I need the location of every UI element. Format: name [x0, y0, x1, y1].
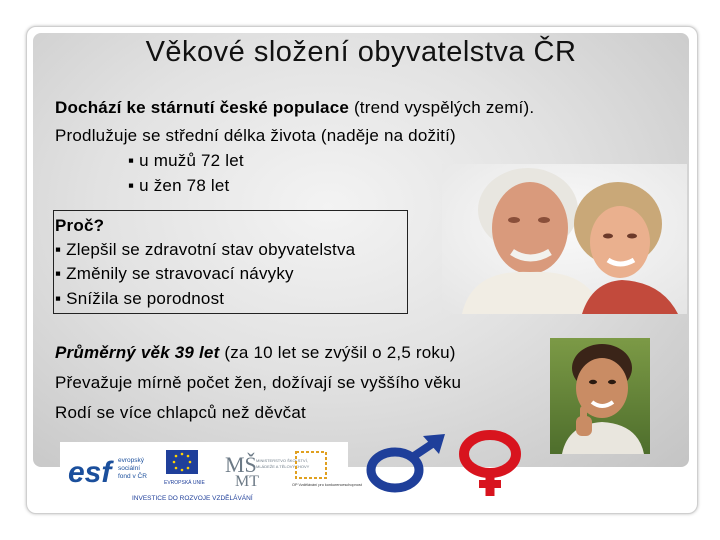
- intro-line-1-bold: Dochází ke stárnutí české populace: [55, 98, 350, 117]
- svg-text:MINISTERSTVO ŠKOLSTVÍ,: MINISTERSTVO ŠKOLSTVÍ,: [256, 458, 308, 463]
- facts-line-1-bold: Průměrný věk 39 let: [55, 343, 220, 362]
- bullet-women: ▪ u žen 78 let: [128, 176, 230, 195]
- svg-text:EVROPSKÁ UNIE: EVROPSKÁ UNIE: [164, 480, 205, 486]
- why-heading: Proč?: [55, 216, 105, 235]
- svg-text:OP Vzdělávání pro konkurencesc: OP Vzdělávání pro konkurenceschopnost: [292, 483, 362, 487]
- facts-line-1: [55, 343, 456, 363]
- svg-text:sociální: sociální: [118, 465, 141, 472]
- female-symbol-icon: [455, 430, 525, 498]
- facts-line-2: Převažuje mírně počet žen, dožívají se vyššího věku: [55, 373, 462, 392]
- elderly-couple-photo: [442, 164, 687, 314]
- why-item-2: ▪ Změnily se stravovací návyky: [55, 264, 294, 283]
- why-item-1: ▪ Zlepšil se zdravotní stav obyvatelstva: [55, 240, 356, 259]
- svg-text:esf: esf: [68, 456, 112, 489]
- logo-caption: INVESTICE DO ROZVOJE VZDĚLÁVÁNÍ: [132, 495, 253, 502]
- svg-text:MLÁDEŽE A TĚLOVÝCHOVY: MLÁDEŽE A TĚLOVÝCHOVY: [256, 464, 310, 469]
- male-symbol-icon: [363, 432, 449, 494]
- boy-thumbs-up-photo: [550, 338, 650, 454]
- facts-line-1-rest: (za 10 let se zvýšil o 2,5 roku): [219, 343, 456, 362]
- why-item-3: ▪ Snížila se porodnost: [55, 289, 225, 308]
- facts-line-3: Rodí se více chlapců než děvčat: [55, 403, 306, 422]
- slide-title: Věkové složení obyvatelstva ČR: [145, 36, 577, 68]
- svg-text:evropský: evropský: [118, 457, 145, 464]
- logo-strip: [60, 442, 362, 508]
- svg-text:MŠ: MŠ: [225, 452, 257, 477]
- intro-line-1: [55, 98, 534, 118]
- intro-line-1-rest: (trend vyspělých zemí).: [349, 98, 535, 117]
- svg-text:fond v ČR: fond v ČR: [118, 473, 147, 480]
- intro-line-2: Prodlužuje se střední délka života (naděje na dožití): [55, 126, 456, 145]
- svg-text:MT: MT: [235, 473, 259, 490]
- bullet-men: ▪ u mužů 72 let: [128, 151, 244, 170]
